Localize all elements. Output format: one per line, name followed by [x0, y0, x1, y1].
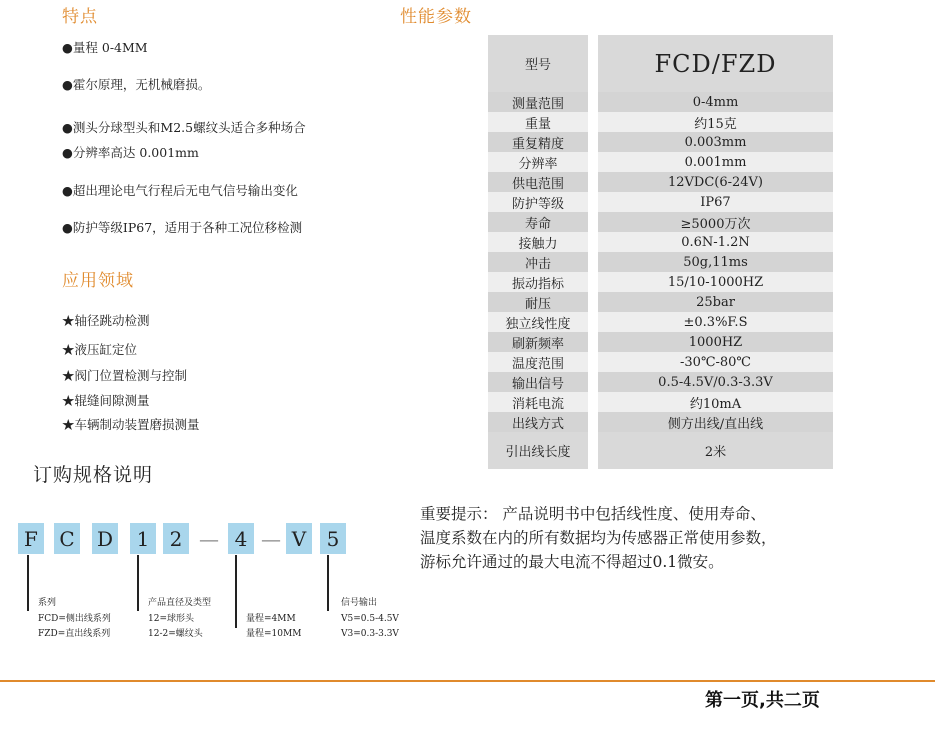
spec-row	[488, 232, 833, 252]
code-dash: —	[199, 526, 219, 551]
signal-label: 信号输出	[341, 598, 378, 608]
application-item: ★辊缝间隙测量	[62, 393, 150, 408]
spec-value: 0.003mm	[598, 132, 833, 152]
notice-line: 温度系数在内的所有数据均为传感器正常使用参数，	[420, 529, 777, 547]
spec-row	[488, 172, 833, 192]
spec-row	[488, 212, 833, 232]
series-option: FZD=直出线系列	[38, 629, 111, 639]
spec-row	[488, 272, 833, 292]
spec-value: 0-4mm	[598, 92, 833, 112]
spec-row	[488, 112, 833, 132]
code-box: D	[92, 523, 118, 554]
spec-value: -30℃-80℃	[598, 352, 833, 372]
feature-item: ●霍尔原理，无机械磨损。	[62, 77, 211, 92]
spec-value: 0.6N-1.2N	[598, 232, 833, 252]
signal-option: V3=0.3-3.3V	[341, 629, 399, 639]
spec-key: 耐压	[488, 292, 588, 312]
spec-value: 1000HZ	[598, 332, 833, 352]
series-connector	[27, 555, 29, 611]
applications-title: 应用领域	[62, 271, 134, 291]
spec-row	[488, 332, 833, 352]
code-box: C	[54, 523, 80, 554]
code-dash: —	[261, 526, 281, 551]
notice-line: 重要提示： 产品说明书中包括线性度、使用寿命、	[420, 505, 766, 523]
spec-row	[488, 292, 833, 312]
spec-row	[488, 152, 833, 172]
spec-key: 独立线性度	[488, 312, 588, 332]
spec-tail-key: 引出线长度	[488, 432, 588, 469]
diameter-option: 12-2=螺纹头	[148, 629, 203, 639]
spec-tail-row	[488, 432, 833, 469]
series-label: 系列	[38, 598, 57, 608]
spec-key: 振动指标	[488, 272, 588, 292]
spec-value: 约15克	[598, 112, 833, 132]
spec-key: 接触力	[488, 232, 588, 252]
footer-divider	[0, 680, 935, 682]
ordering-title: 订购规格说明	[33, 464, 154, 486]
spec-key: 重量	[488, 112, 588, 132]
range-option: 量程=4MM	[246, 614, 296, 624]
spec-value: ±0.3%F.S	[598, 312, 833, 332]
spec-row	[488, 132, 833, 152]
code-box: V	[286, 523, 312, 554]
spec-key: 冲击	[488, 252, 588, 272]
code-box: 5	[320, 523, 346, 554]
feature-item: ●测头分球型头和M2.5螺纹头适合多种场合	[62, 120, 306, 135]
important-notice	[420, 502, 777, 574]
spec-tail-value: 2米	[598, 432, 833, 469]
spec-key: 刷新频率	[488, 332, 588, 352]
spec-value: 25bar	[598, 292, 833, 312]
spec-key: 供电范围	[488, 172, 588, 192]
spec-row	[488, 192, 833, 212]
diameter-connector	[137, 555, 139, 611]
spec-key: 分辨率	[488, 152, 588, 172]
spec-value: 约10mA	[598, 392, 833, 412]
spec-row	[488, 312, 833, 332]
feature-item: ●防护等级IP67，适用于各种工况位移检测	[62, 220, 303, 235]
series-option: FCD=侧出线系列	[38, 614, 111, 624]
spec-key: 测量范围	[488, 92, 588, 112]
feature-item: ●量程 0-4MM	[62, 40, 148, 55]
spec-row	[488, 392, 833, 412]
spec-value: 0.001mm	[598, 152, 833, 172]
spec-value: 0.5-4.5V/0.3-3.3V	[598, 372, 833, 392]
application-item: ★阀门位置检测与控制	[62, 368, 188, 383]
spec-key: 输出信号	[488, 372, 588, 392]
spec-key: 重复精度	[488, 132, 588, 152]
notice-line: 游标允许通过的最大电流不得超过0.1微安。	[420, 553, 724, 571]
range-connector	[235, 555, 237, 628]
code-box: F	[18, 523, 44, 554]
spec-value: 50g,11ms	[598, 252, 833, 272]
range-option: 量程=10MM	[246, 629, 302, 639]
spec-value: 侧方出线/直出线	[598, 412, 833, 432]
spec-row	[488, 92, 833, 112]
application-item: ★车辆制动装置磨损测量	[62, 417, 200, 432]
spec-value: 12VDC(6-24V)	[598, 172, 833, 192]
spec-row	[488, 252, 833, 272]
spec-row	[488, 372, 833, 392]
feature-item: ●分辨率高达 0.001mm	[62, 145, 199, 160]
diameter-label: 产品直径及类型	[148, 598, 212, 608]
spec-key: 出线方式	[488, 412, 588, 432]
spec-key: 防护等级	[488, 192, 588, 212]
spec-value: ≥5000万次	[598, 212, 833, 232]
page-number: 第一页,共二页	[705, 690, 820, 711]
spec-row	[488, 352, 833, 372]
spec-header-value: FCD/FZD	[598, 35, 833, 92]
code-box: 1	[130, 523, 156, 554]
application-item: ★液压缸定位	[62, 342, 138, 357]
spec-key: 温度范围	[488, 352, 588, 372]
feature-item: ●超出理论电气行程后无电气信号输出变化	[62, 183, 298, 198]
spec-header-key: 型号	[488, 35, 588, 92]
spec-key: 消耗电流	[488, 392, 588, 412]
features-title: 特点	[62, 7, 98, 27]
specs-title: 性能参数	[400, 7, 472, 27]
spec-header-row	[488, 35, 833, 92]
spec-value: IP67	[598, 192, 833, 212]
code-box: 4	[228, 523, 254, 554]
application-item: ★轴径跳动检测	[62, 313, 150, 328]
spec-row	[488, 412, 833, 432]
diameter-option: 12=球形头	[148, 614, 194, 624]
spec-value: 15/10-1000HZ	[598, 272, 833, 292]
signal-connector	[327, 555, 329, 611]
spec-table	[488, 35, 833, 469]
spec-key: 寿命	[488, 212, 588, 232]
code-box: 2	[163, 523, 189, 554]
signal-option: V5=0.5-4.5V	[341, 614, 399, 624]
